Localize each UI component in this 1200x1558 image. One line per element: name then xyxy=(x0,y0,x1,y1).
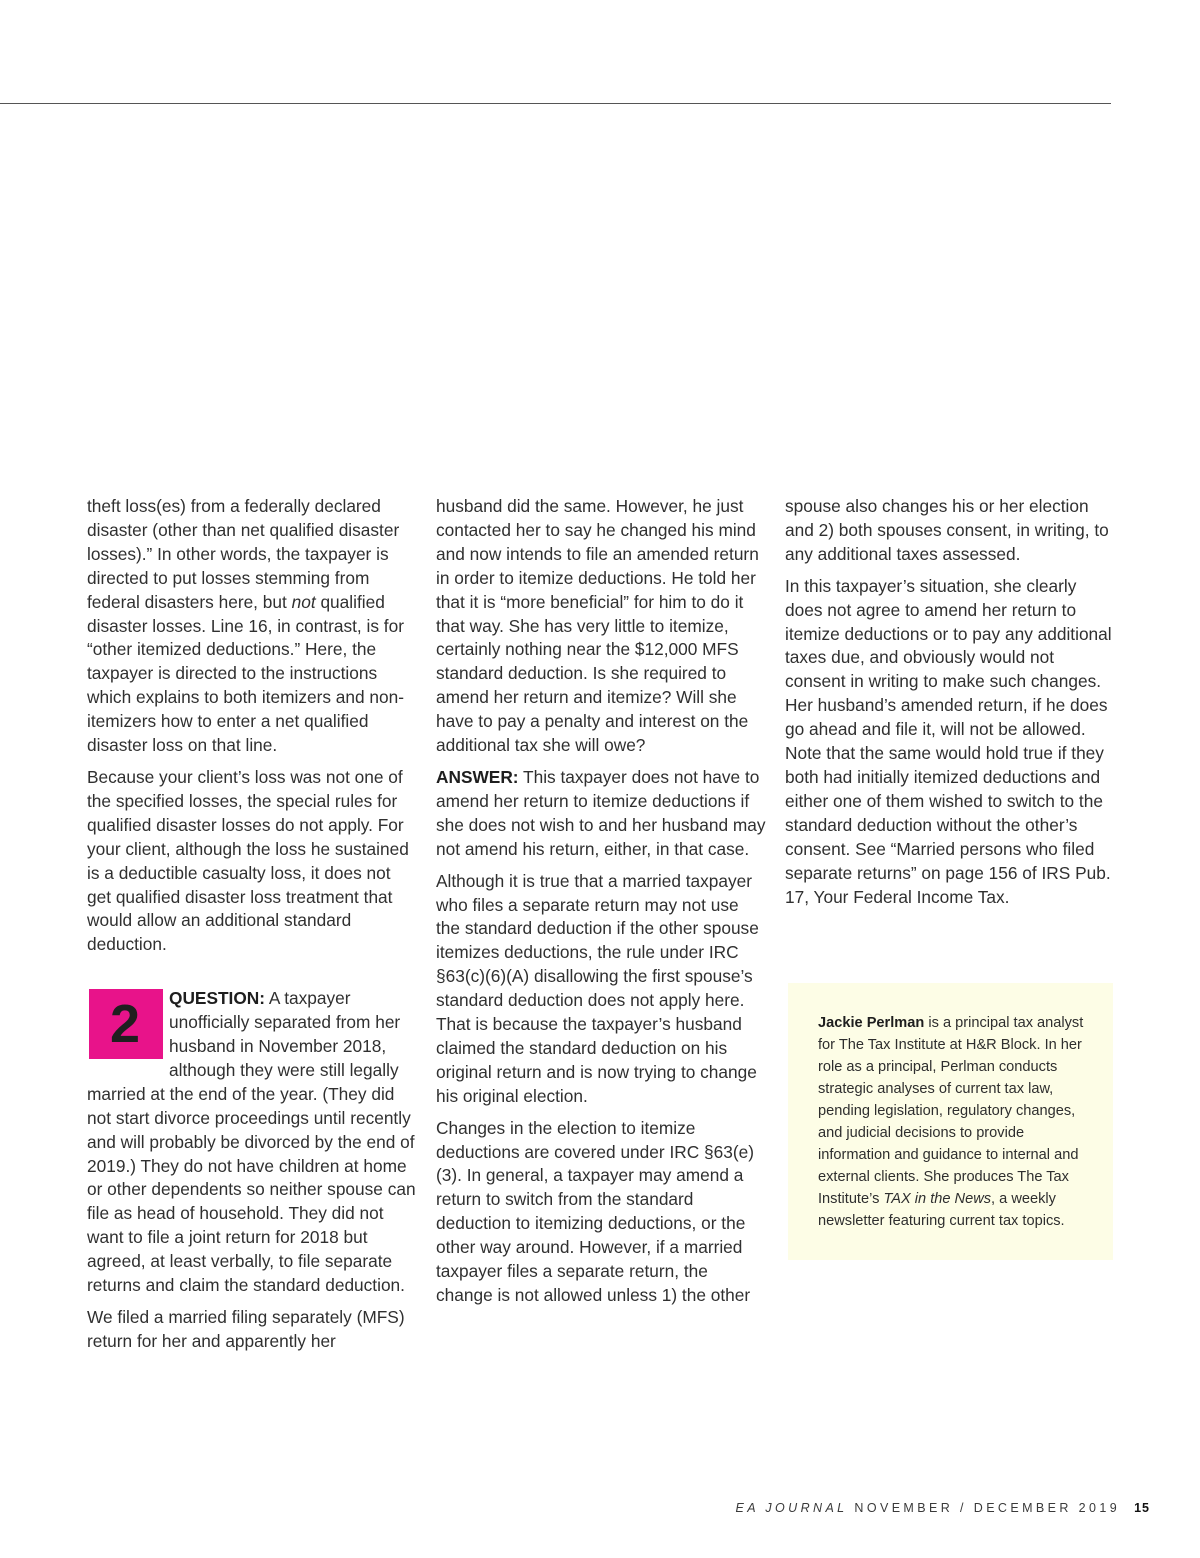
author-bio xyxy=(818,1012,1090,1232)
answer-label: ANSWER: xyxy=(436,766,519,787)
question-label: QUESTION: xyxy=(169,988,266,1009)
paragraph: We filed a married filing separately (MFS) return for her and apparently her xyxy=(87,1307,405,1351)
paragraph: Although it is true that a married taxpayer who files a separate return may not use the standard deduction if the other spouse itemizes deductions, the rule under IRC §63(c)(6)(A) disallowing the first spouse’s standard deduction does not apply here. That is because the taxpayer’s husband claimed the standard deduction on his original return and is now trying to change his original election. xyxy=(436,870,759,1106)
page-number: 15 xyxy=(1134,1501,1150,1515)
journal-name: EA JOURNAL xyxy=(735,1501,848,1515)
author-bio-box xyxy=(788,983,1113,1260)
emphasis-text: not xyxy=(291,591,316,612)
paragraph-text: qualified disaster losses. Line 16, in contrast, is for “other itemized deductions.” Here, the taxpayer is directed to the instructions which explains to both itemizers and non-itemizers how to enter a net qualified disaster loss on that line. xyxy=(87,591,404,756)
paragraph: In this taxpayer’s situation, she clearly does not agree to amend her return to itemize deductions or to pay any additional taxes due, and obviously would not consent in writing to make such changes. Her husband’s amended return, if he does go ahead and file it, will not be allowed. Note that the same would hold true if they both had initially itemized deductions and either one of them wished to switch to the standard deduction without the other’s consent. See “Married persons who filed separate returns” on page 156 of IRS Pub. 17, Your Federal Income Tax. xyxy=(785,575,1112,907)
article-column-3 xyxy=(785,495,1115,917)
page-footer xyxy=(600,1501,1150,1515)
answer-text: This taxpayer does not have to amend her return to itemize deductions if she does not wish to and her husband may not amend his return, either, in that case. xyxy=(436,766,766,859)
answer-paragraph xyxy=(436,766,766,862)
question-number: 2 xyxy=(109,994,141,1055)
bio-text: , a weekly newsletter featuring current tax topics. xyxy=(818,1191,1065,1229)
question-number-badge xyxy=(89,989,163,1059)
paragraph: spouse also changes his or her election and 2) both spouses consent, in writing, to any additional taxes assessed. xyxy=(785,496,1109,564)
paragraph: Changes in the election to itemize deductions are covered under IRC §63(e)(3). In general, a taxpayer may amend a return to switch from the standard deduction to itemizing deductions, or the other way around. However, if a married taxpayer files a separate return, the change is not allowed unless 1) the other xyxy=(436,1117,754,1305)
author-name: Jackie Perlman xyxy=(818,1015,925,1031)
issue-date: NOVEMBER / DECEMBER 2019 xyxy=(847,1501,1121,1515)
header-divider xyxy=(0,103,1111,104)
paragraph-text: theft loss(es) from a federally declared disaster (other than net qualified disaster losses).” In other words, the taxpayer is directed to put losses stemming from federal disasters here, but xyxy=(87,496,400,612)
article-column-2 xyxy=(436,495,766,1316)
question-text: A taxpayer unofficially separated from her husband in November 2018, although they were still legally married at the end of the year. (They did not start divorce proceedings until recently and will probably be divorced by the end of 2019.) They do not have children at home or other dependents so neither spouse can file as head of household. They did not want to file a joint return for 2018 but agreed, at least verbally, to file separate returns and claim the standard deduction. xyxy=(87,988,416,1296)
paragraph xyxy=(87,495,417,758)
paragraph: husband did the same. However, he just contacted her to say he changed his mind and now intends to file an amended return in order to itemize deductions. He told her that it is “more beneficial” for him to do it that way. She has very little to itemize, certainly nothing near the $12,000 MFS standard deduction. Is she required to amend her return and itemize? Will she have to pay a penalty and interest on the additional tax she will owe? xyxy=(436,496,759,756)
bio-text: is a principal tax analyst for The Tax Institute at H&R Block. In her role as a principal, Perlman conducts strategic analyses of current tax law, pending legislation, regulatory changes, and judicial decisions to provide information and guidance to internal and external clients. She produces The Tax Institute’s xyxy=(818,1015,1084,1207)
article-column-1 xyxy=(87,495,417,1362)
question-block xyxy=(87,987,417,1298)
paragraph: Because your client’s loss was not one of the specified losses, the special rules for qualified disaster losses do not apply. For your client, although the loss he sustained is a deductible casualty loss, it does not get qualified disaster loss treatment that would allow an additional standard deduction. xyxy=(87,766,409,955)
publication-title: TAX in the News xyxy=(883,1191,992,1207)
